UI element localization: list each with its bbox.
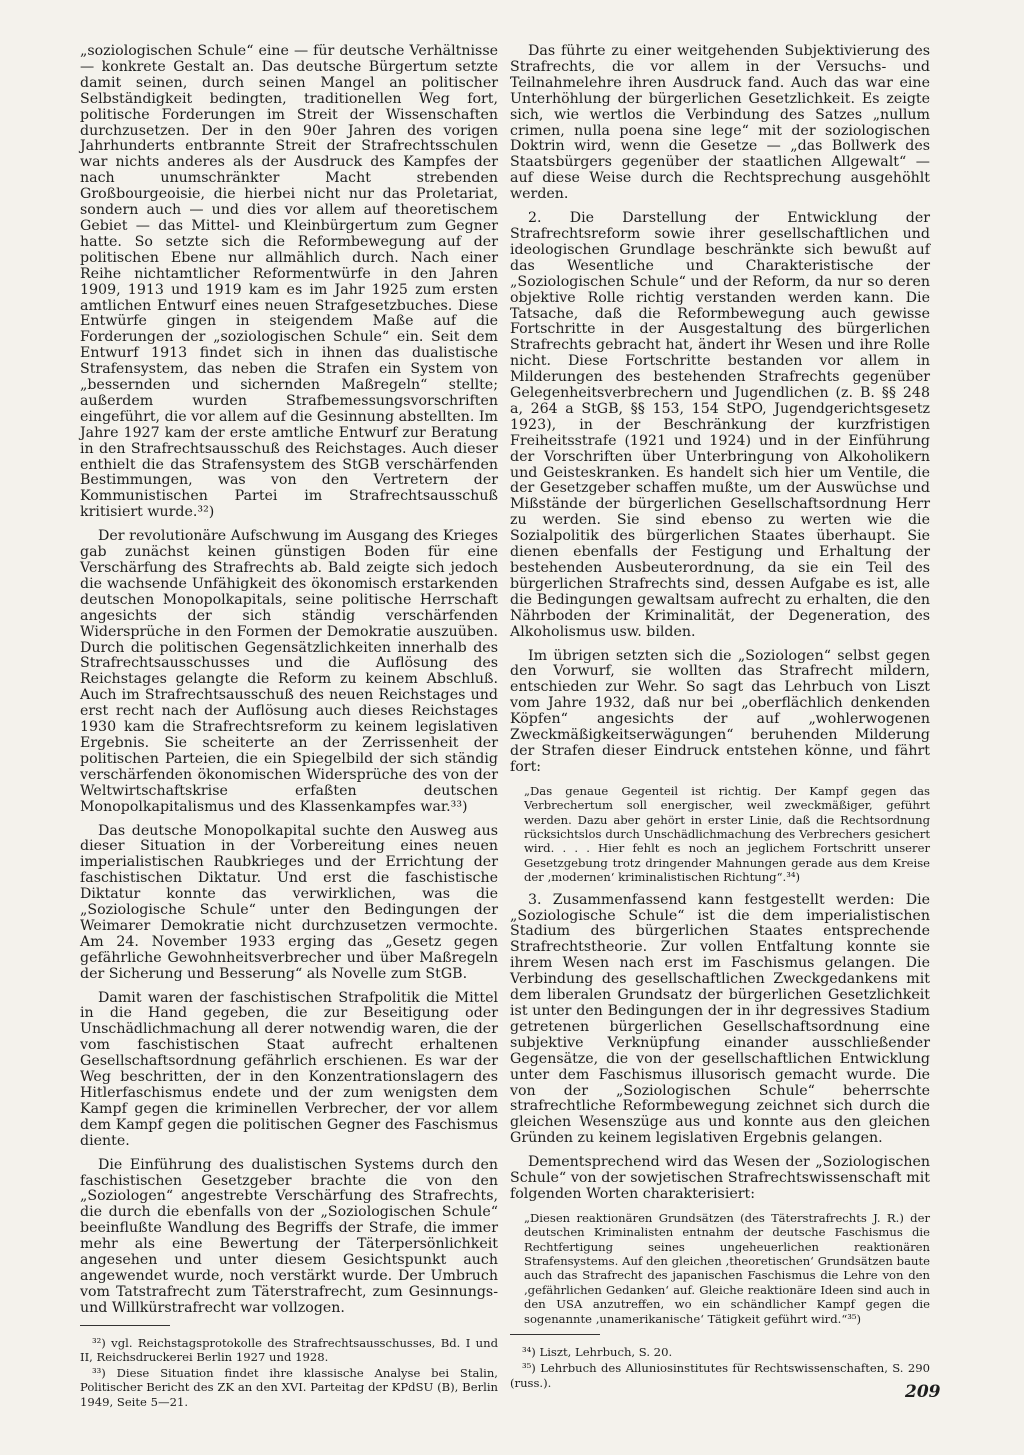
page-number: 209	[905, 1382, 941, 1402]
body-paragraph: Dementsprechend wird das Wesen der „Soziologischen Schule“ von der sowjetischen Strafrechtswissenschaft mit folgenden Worten charakterisiert:	[510, 1154, 930, 1202]
footnote-divider	[80, 1325, 170, 1326]
block-quote: „Das genaue Gegenteil ist richtig. Der Kampf gegen das Verbrechertum soll energischer, weil zweckmäßiger, geführt werden. Dazu aber gehört in erster Linie, daß die Rechtsordnung rücksichtslos durch Unschädlichmachung des Verbrechers gesichert wird. . . . Hier fehlt es noch an jeglichem Fortschritt unserer Gesetzgebung trotz dringender Mahnungen gerade aus dem Kreise der ‚modernen‘ kriminalistischen Richtung“.³⁴)	[524, 783, 930, 885]
body-paragraph: Der revolutionäre Aufschwung im Ausgang des Krieges gab zunächst keinen günstigen Boden für eine Verschärfung des Strafrechts ab. Bald zeigte sich jedoch die wachsende Unfähigkeit des ökonomisch erstarkenden deutschen Monopolkapitals, seine politische Herrschaft angesichts der sich ständig verschärfenden Widersprüche in den Formen der Demokratie auszuüben. Durch die politischen Gegensätzlichkeiten innerhalb des Strafrechtsausschusses und die Auflösung des Reichstages gelangte die Reform zu keinem Abschluß. Auch im Strafrechtsausschuß des neuen Reichstages und erst recht nach der Auflösung auch dieses Reichstages 1930 kam die Strafrechtsreform zu keinem legislativen Ergebnis. Sie scheiterte an der Zerrissenheit der politischen Parteien, die ein Spiegelbild der sich ständig verschärfenden ökonomischen Widersprüche des von der Weltwirtschaftskrise erfaßten deutschen Monopolkapitalismus und des Klassenkampfes war.³³)	[80, 528, 498, 815]
footnote: ³⁵) Lehrbuch des Alluniosinstitutes für Rechtswissenschaften, S. 290 (russ.).	[510, 1361, 930, 1390]
left-column	[80, 44, 498, 1411]
footnote-divider	[510, 1334, 600, 1335]
block-quote: „Diesen reaktionären Grundsätzen (des Täterstrafrechts J. R.) der deutschen Kriminalisten entnahm der deutsche Faschismus die Rechtfertigung seines ungeheuerlichen reaktionären Strafensystems. Auf den gleichen ‚theoretischen‘ Grundsätzen baute auch das Strafrecht des japanischen Faschismus die Lehre von den ‚gefährlichen Gedanken‘ auf. Gleiche reaktionäre Ideen sind auch in den USA anzutreffen, wo ein schändlicher Kampf gegen die sogenannte ‚unamerikanische‘ Tätigkeit geführt wird.“³⁵)	[524, 1210, 930, 1326]
body-paragraph: Im übrigen setzten sich die „Soziologen“ selbst gegen den Vorwurf, sie wollten das Strafrecht mildern, entschieden zur Wehr. So sagt das Lehrbuch von Liszt vom Jahre 1932, daß nur bei „oberflächlich denkenden Köpfen“ angesichts der auf „wohlerwogenen Zweckmäßigkeitserwägungen“ beruhenden Milderung der Strafen dieser Eindruck entstehen könne, und fährt fort:	[510, 647, 930, 775]
body-paragraph: Das führte zu einer weitgehenden Subjektivierung des Strafrechts, die vor allem in der Versuchs- und Teilnahmelehre ihren Ausdruck fand. Auch das war eine Unterhöhlung der bürgerlichen Gesetzlichkeit. Es zeigte sich, wie wertlos die Verbindung des Satzes „nullum crimen, nulla poena sine lege“ mit der soziologischen Doktrin wird, wenn die Gesetze — „das Bollwerk des Staatsbürgers gegenüber der staatlichen Allgewalt“ — auf diese Weise durch die Rechtsprechung ausgehöhlt werden.	[510, 43, 930, 203]
body-paragraph: Das deutsche Monopolkapital suchte den Ausweg aus dieser Situation in der Vorbereitung eines neuen imperialistischen Raubkrieges und der Errichtung der faschistischen Diktatur. Und erst die faschistische Diktatur konnte das verwirklichen, was die „Soziologische Schule“ unter den Bedingungen der Weimarer Demokratie nicht durchzusetzen vermochte. Am 24. November 1933 erging das „Gesetz gegen gefährliche Gewohnheitsverbrecher und über Maßregeln der Sicherung und Besserung“ als Novelle zum StGB.	[80, 822, 498, 982]
body-paragraph: Damit waren der faschistischen Strafpolitik die Mittel in die Hand gegeben, die zur Beseitigung oder Unschädlichmachung all derer notwendig waren, die der vom faschistischen Staat aufrecht erhaltenen Gesellschaftsordnung gefährlich erschienen. Es war der Weg beschritten, der in den Konzentrationslagern des Hitlerfaschismus endete und der zum wenigsten dem Kampf gegen die kriminellen Verbrecher, der vor allem dem Kampf gegen die politischen Gegner des Faschismus diente.	[80, 989, 498, 1149]
footnote: ³⁴) Liszt, Lehrbuch, S. 20.	[522, 1345, 673, 1360]
right-column	[510, 44, 930, 1392]
footnote: ³²) vgl. Reichstagsprotokolle des Strafrechtsausschusses, Bd. I und II, Reichsdruckerei Berlin 1927 und 1928.	[80, 1335, 498, 1364]
body-paragraph: Die Einführung des dualistischen Systems durch den faschistischen Gesetzgeber brachte die von den „Soziologen“ angestrebte Verschärfung des Strafrechts, die durch die ebenfalls von der „Soziologischen Schule“ beeinflußte Wandlung des Begriffs der Strafe, die immer mehr als eine Bewertung der Täterpersönlichkeit angesehen und unter diesem Gesichtspunkt auch angewendet wurde, noch verstärkt wurde. Der Umbruch vom Tatstrafrecht zum Täterstrafrecht, zum Gesinnungs- und Willkürstrafrecht war vollzogen.	[80, 1156, 498, 1316]
footnote: ³³) Diese Situation findet ihre klassische Analyse bei Stalin, Politischer Bericht des ZK an den XVI. Parteitag der KPdSU (B), Berlin 1949, Seite 5—21.	[80, 1366, 498, 1409]
body-paragraph: 2. Die Darstellung der Entwicklung der Strafrechtsreform sowie ihrer gesellschaftlichen und ideologischen Grundlage beschränkte sich bewußt auf das Wesentliche und Charakteristische der „Soziologischen Schule“ und der Reform, da nur so deren objektive Rolle richtig verstanden werden kann. Die Tatsache, daß die Reformbewegung auch gewisse Fortschritte in der Ausgestaltung des bürgerlichen Strafrechts gebracht hat, ändert ihr Wesen und ihre Rolle nicht. Diese Fortschritte bestanden vor allem in Milderungen des bestehenden Strafrechts gegenüber Gelegenheitsverbrechern und Jugendlichen (z. B. §§ 248 a, 264 a StGB, §§ 153, 154 StPO, Jugendgerichtsgesetz 1923), in der Beschränkung der kurzfristigen Freiheitsstrafe (1921 und 1924) und in der Einführung der Vorschriften über Unterbringung von Alkoholikern und Geisteskranken. Es handelt sich hier um Ventile, die der Gesetzgeber schaffen mußte, um der Auswüchse und Mißstände der bürgerlichen Gesellschaftsordnung Herr zu werden. Sie sind ebenso zu werten wie die Sozialpolitik des bürgerlichen Staates überhaupt. Sie dienen ebenfalls der Festigung und Erhaltung der bestehenden Ausbeuterordnung, da sie ein Teil des bürgerlichen Strafrechts sind, dessen Aufgabe es ist, alle die Bedingungen gewaltsam aufrecht zu erhalten, die den Nährboden der Kriminalität, der Degeneration, des Alkoholismus usw. bilden.	[510, 210, 930, 640]
body-paragraph: 3. Zusammenfassend kann festgestellt werden: Die „Soziologische Schule“ ist die dem imperialistischen Stadium des bürgerlichen Staates entsprechende Strafrechtstheorie. Zur vollen Entfaltung konnte sie ihrem Wesen nach erst im Faschismus gelangen. Die Verbindung des gesellschaftlichen Zweckgedankens mit dem liberalen Grundsatz der bürgerlichen Gesetzlichkeit ist unter den Bedingungen der in ihr degressives Stadium getretenen bürgerlichen Gesellschaftsordnung eine subjektive Verknüpfung einander ausschließender Gegensätze, die von der gesellschaftlichen Entwicklung unter dem Faschismus illusorisch gemacht wurde. Die von der „Soziologischen Schule“ beherrschte strafrechtliche Reformbewegung zeichnet sich durch die gleichen Wesenszüge aus und konnte aus den gleichen Gründen zu keinem legislativen Ergebnis gelangen.	[510, 891, 930, 1147]
body-paragraph: „soziologischen Schule“ eine — für deutsche Verhältnisse — konkrete Gestalt an. Das deutsche Bürgertum setzte damit seinen, durch seinen Mangel an politischer Selbständigkeit bedingten, traditionellen Weg fort, politische Forderungen im Streit der Wissenschaften durchzusetzen. Der in den 90er Jahren des vorigen Jahrhunderts entbrannte Streit der Strafrechtsschulen war nichts anderes als der Ausdruck des Kampfes der nach unumschränkter Macht strebenden Großbourgeoisie, die hierbei nicht nur das Proletariat, sondern auch — und dies vor allem auf theoretischem Gebiet — das Mittel- und Kleinbürgertum zum Gegner hatte. So setzte sich die Reformbewegung auf der politischen Ebene nur allmählich durch. Nach einer Reihe nichtamtlicher Reformentwürfe in den Jahren 1909, 1913 und 1919 kam es im Jahr 1925 zum ersten amtlichen Entwurf eines neuen Strafgesetzbuches. Diese Entwürfe gingen in steigendem Maße auf die Forderungen der „soziologischen Schule“ ein. Seit dem Entwurf 1913 findet sich in ihnen das dualistische Strafensystem, das neben die Strafen ein System von „bessernden und sichernden Maßregeln“ stellte; außerdem wurden Strafbemessungsvorschriften eingeführt, die vor allem auf die Gesinnung abstellten. Im Jahre 1927 kam der erste amtliche Entwurf zur Beratung in den Strafrechtsausschuß des Reichstages. Auch dieser enthielt die das Strafensystem des StGB verschärfenden Bestimmungen, was von den Vertretern der Kommunistischen Partei im Strafrechtsausschuß kritisiert wurde.³²)	[80, 43, 498, 521]
